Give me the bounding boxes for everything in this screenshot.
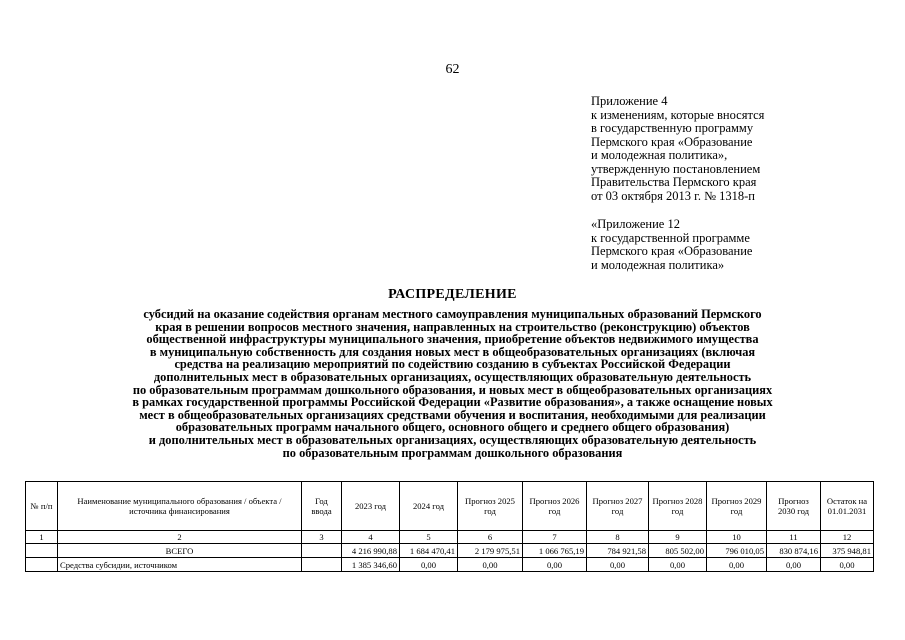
column-number: 8 — [587, 531, 649, 544]
column-number: 6 — [458, 531, 523, 544]
column-header: 2024 год — [400, 482, 458, 531]
cell-value: 0,00 — [649, 558, 707, 572]
subsidy-table — [25, 481, 874, 572]
subtitle-line: дополнительных мест в образовательных организациях, осуществляющих образовательную деятельность — [153, 369, 752, 384]
appendix-4-line: Правительства Пермского края — [591, 175, 757, 189]
cell-value: 0,00 — [458, 558, 523, 572]
subtitle-line: по образовательным программам дошкольного образования — [282, 445, 623, 460]
cell-value: 784 921,58 — [587, 544, 649, 558]
cell-value: 0,00 — [400, 558, 458, 572]
subtitle-line: по образовательным программам дошкольного образования, и новых мест в общеобразовательных организациях — [132, 382, 773, 397]
table-row-total — [26, 544, 874, 558]
cell-value: 1 066 765,19 — [523, 544, 587, 558]
column-number: 3 — [302, 531, 342, 544]
column-header: Остаток на 01.01.2031 — [821, 482, 874, 531]
cell-value: 1 385 346,60 — [342, 558, 400, 572]
column-number: 12 — [821, 531, 874, 544]
column-number-row — [26, 531, 874, 544]
row-year — [302, 558, 342, 572]
column-header: Прогноз 2028 год — [649, 482, 707, 531]
subtitle-line: образовательных программ начального общего, основного общего и среднего общего образования) — [175, 420, 730, 435]
appendix-4-line: Пермского края «Образование — [591, 134, 753, 149]
column-header: 2023 год — [342, 482, 400, 531]
subtitle-line: и дополнительных мест в образовательных организациях, осуществляющих образовательную деятельность — [148, 432, 757, 447]
appendix-4-line: к изменениям, которые вносятся — [591, 107, 765, 122]
appendix-4-line: и молодежная политика», — [591, 148, 728, 162]
cell-value: 0,00 — [707, 558, 767, 572]
appendix-4-line: от 03 октября 2013 г. № 1318-п — [591, 188, 755, 203]
document-subtitle — [40, 308, 865, 459]
column-number: 5 — [400, 531, 458, 544]
column-number: 1 — [26, 531, 58, 544]
cell-value: 0,00 — [587, 558, 649, 572]
row-number — [26, 558, 58, 572]
subtitle-line: в муниципальную собственность для создания новых мест в общеобразовательных организациях (включая — [149, 344, 756, 359]
cell-value: 830 874,16 — [767, 544, 821, 558]
column-header: Прогноз 2025 год — [458, 482, 523, 531]
cell-value: 0,00 — [523, 558, 587, 572]
appendix-4-line: утвержденную постановлением — [591, 161, 761, 176]
cell-value: 0,00 — [767, 558, 821, 572]
table-row-subsidy — [26, 558, 874, 572]
column-number: 11 — [767, 531, 821, 544]
appendix-4-line: в государственную программу — [591, 121, 754, 135]
cell-value: 2 179 975,51 — [458, 544, 523, 558]
appendix-12-line: к государственной программе — [591, 230, 750, 245]
appendix-4-line: Приложение 4 — [591, 94, 668, 108]
subtitle-line: общественной инфраструктуры муниципального значения, приобретение объектов недвижимого имущества — [146, 332, 759, 347]
table-header-row — [26, 482, 874, 531]
column-header: Прогноз 2029 год — [707, 482, 767, 531]
row-name: ВСЕГО — [58, 544, 302, 558]
subtitle-line: в рамках государственной программы Российской Федерации «Развитие образования», а также оснащение новых — [132, 395, 773, 410]
row-name: Средства субсидии, источником — [58, 558, 302, 572]
column-header: Прогноз 2027 год — [587, 482, 649, 531]
cell-value: 796 010,05 — [707, 544, 767, 558]
column-header: Прогноз 2026 год — [523, 482, 587, 531]
row-year — [302, 544, 342, 558]
column-header: Прогноз 2030 год — [767, 482, 821, 531]
column-header: Наименование муниципального образования / объекта / источника финансирования — [58, 482, 302, 531]
page-number: 62 — [445, 62, 460, 77]
subtitle-line: субсидий на оказание содействия органам местного самоуправления муниципальных образований Пермского — [143, 307, 762, 321]
appendix-12-line: и молодежная политика» — [591, 257, 725, 272]
appendix-12-line: Пермского края «Образование — [591, 244, 753, 258]
subtitle-line: средства на реализацию мероприятий по содействию созданию в субъектах Российской Федерации — [174, 357, 731, 372]
row-number — [26, 544, 58, 558]
cell-value: 1 684 470,41 — [400, 544, 458, 558]
appendix-4-block — [591, 95, 764, 203]
column-number: 4 — [342, 531, 400, 544]
cell-value: 0,00 — [821, 558, 874, 572]
cell-value: 805 502,00 — [649, 544, 707, 558]
appendix-12-block — [591, 218, 752, 272]
appendix-12-line: «Приложение 12 — [591, 217, 680, 231]
column-number: 9 — [649, 531, 707, 544]
document-title: РАСПРЕДЕЛЕНИЕ — [388, 287, 517, 302]
column-number: 7 — [523, 531, 587, 544]
cell-value: 4 216 990,88 — [342, 544, 400, 558]
column-number: 10 — [707, 531, 767, 544]
column-header: № п/п — [26, 482, 58, 531]
cell-value: 375 948,81 — [821, 544, 874, 558]
column-header: Год ввода — [302, 482, 342, 531]
subtitle-line: края в решении вопросов местного значения, направленных на строительство (реконструкцию) объектов — [155, 319, 750, 334]
column-number: 2 — [58, 531, 302, 544]
subtitle-line: мест в общеобразовательных организациях средствами обучения и воспитания, необходимыми для реализации — [139, 407, 766, 422]
